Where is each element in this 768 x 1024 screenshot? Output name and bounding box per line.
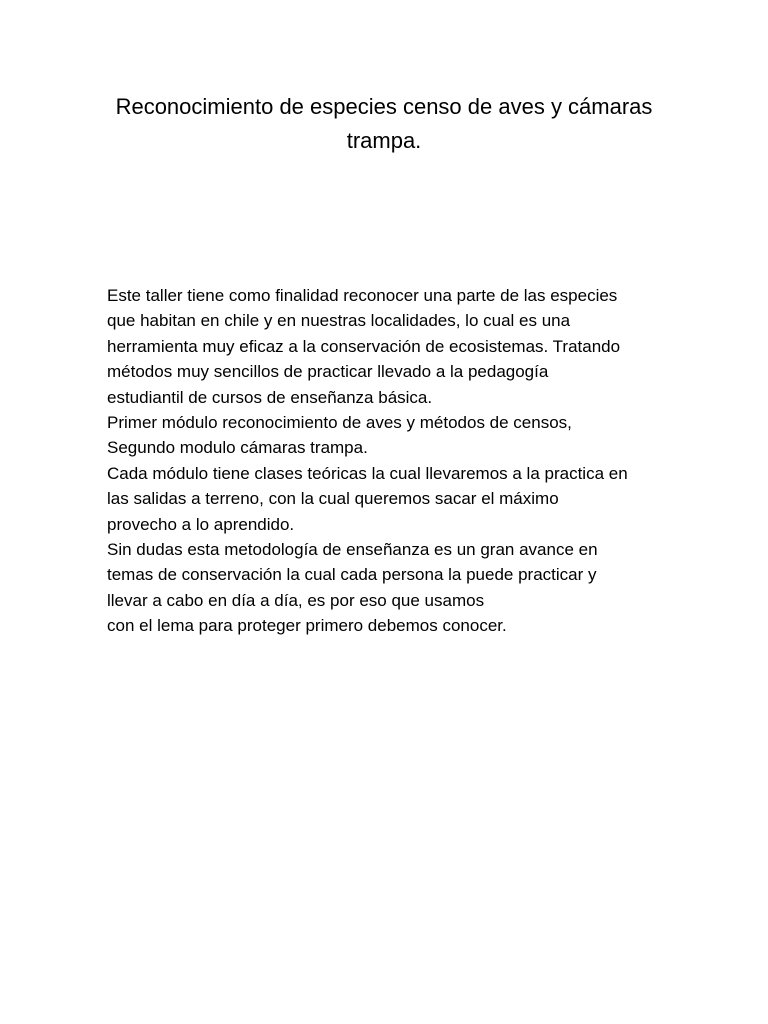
body-line: Segundo modulo cámaras trampa.: [107, 438, 368, 458]
body-line: Cada módulo tiene clases teóricas la cual llevaremos a la practica en: [107, 463, 628, 483]
body-line: llevar a cabo en día a día, es por eso que usamos: [107, 590, 485, 610]
document-body: [107, 283, 677, 639]
body-line: métodos muy sencillos de practicar llevado a la pedagogía: [107, 362, 549, 382]
body-line: Primer módulo reconocimiento de aves y métodos de censos,: [107, 413, 572, 433]
body-line: que habitan en chile y en nuestras localidades, lo cual es una: [107, 311, 571, 331]
body-line: Este taller tiene como finalidad reconocer una parte de las especies: [107, 286, 618, 305]
body-line: temas de conservación la cual cada persona la puede practicar y: [107, 565, 597, 585]
title-line: trampa.: [346, 128, 422, 153]
body-line: herramienta muy eficaz a la conservación de ecosistemas. Tratando: [107, 336, 621, 356]
body-line: las salidas a terreno, con la cual queremos sacar el máximo: [107, 489, 559, 509]
document-title: [90, 90, 678, 158]
title-line: Reconocimiento de especies censo de aves y cámaras: [115, 94, 653, 119]
body-line: Sin dudas esta metodología de enseñanza es un gran avance en: [107, 540, 598, 560]
body-line: estudiantil de cursos de enseñanza básica.: [107, 387, 433, 407]
body-line: provecho a lo aprendido.: [107, 514, 295, 534]
body-line: con el lema para proteger primero debemos conocer.: [107, 616, 507, 636]
